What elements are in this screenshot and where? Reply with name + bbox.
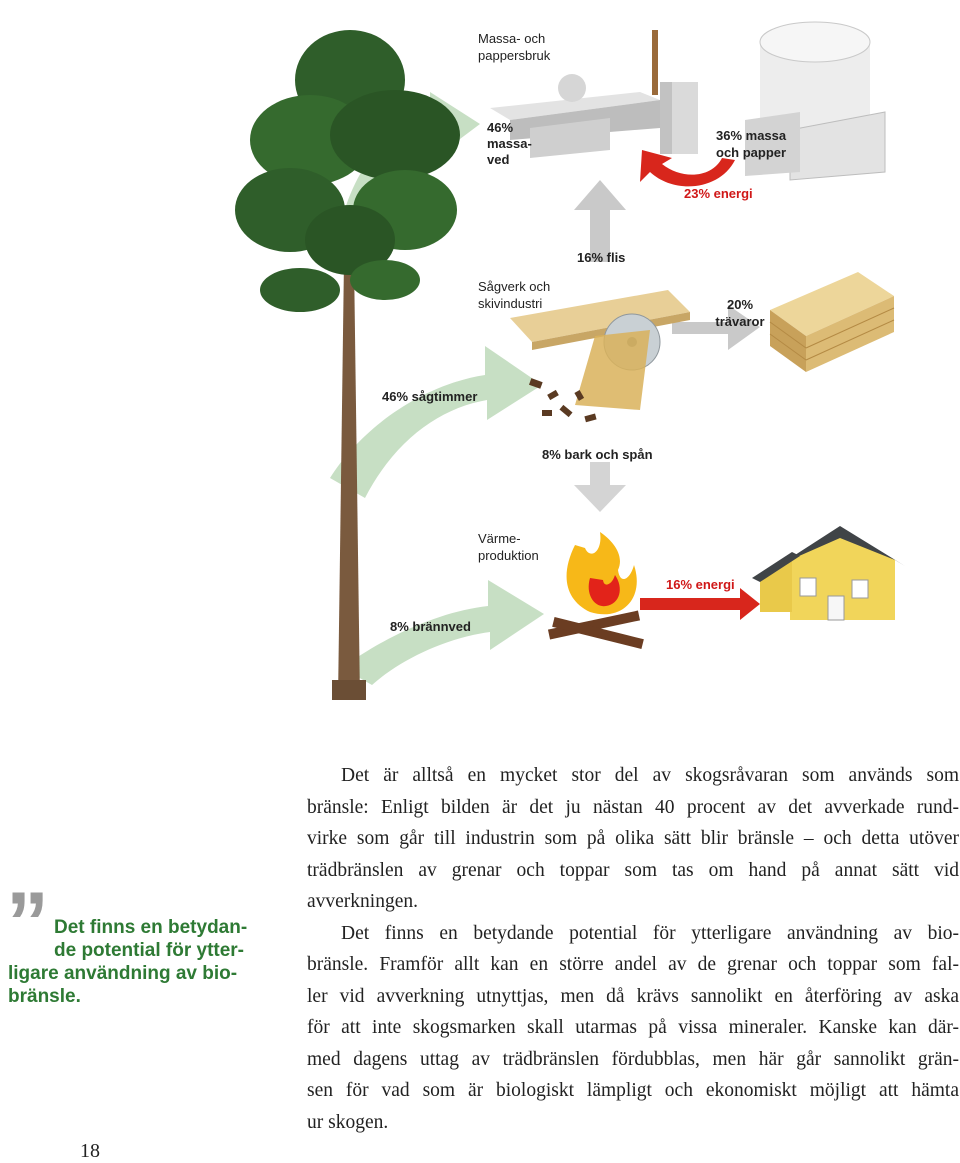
body-line: bränsle: Enligt bilden är det ju nästan 40 procent av det avverkade rund- (307, 796, 959, 818)
pull-quote-line: de potential för ytter- (54, 940, 245, 961)
label-energi-16: 16% energi (666, 577, 735, 592)
label-energi-23: 23% energi (684, 186, 753, 201)
pull-quote-line: Det finns en betydan- (54, 917, 248, 938)
label-varme: Värme- produktion (478, 531, 539, 563)
bark-arrow (574, 462, 626, 512)
label-sagverk: Sågverk och skivindustri (478, 279, 551, 311)
body-line: med dagens uttag av trädbränslen fördubblas, men här går sannolikt grän- (307, 1048, 959, 1070)
body-line: Det finns en betydande potential för ytterligare användning av bio- (341, 922, 959, 944)
logs (548, 611, 644, 649)
label-flis: 16% flis (577, 250, 626, 265)
body-line: bränsle. Framför allt kan en större andel av de grenar och toppar som fal- (307, 954, 959, 975)
body-line: avverkningen. (307, 891, 419, 912)
body-line: för att inte skogsmarken skall utarmas på vissa mineraler. Kanske kan där- (307, 1017, 959, 1038)
label-sagtimmer: 46% sågtimmer (382, 389, 478, 404)
body-line: Det är alltså en mycket stor del av skogsråvaran som används som (341, 765, 959, 786)
label-brannved: 8% brännved (390, 619, 471, 634)
label-massa-pappersbruk: Massa- och pappersbruk (478, 31, 551, 63)
body-line: sen för vad som är biologiskt lämpligt och ekonomiskt möjligt att hämta (307, 1080, 959, 1101)
quote-mark: ” (6, 875, 39, 971)
body-line: ler vid avverkning utnyttjas, men då krävs sannolikt en återföring av aska (307, 985, 959, 1007)
lumber-stack-illustration (770, 272, 894, 372)
label-travaror: 20% trävaror (715, 297, 765, 329)
label-bark: 8% bark och spån (542, 447, 653, 462)
pull-quote (8, 916, 270, 1008)
label-massaved: 46% massa- ved (487, 120, 532, 167)
body-text (307, 760, 959, 1138)
body-line: ur skogen. (307, 1111, 389, 1133)
house-illustration (752, 526, 905, 620)
sagtimmer-arrow (330, 346, 542, 498)
body-line: virke som går till industrin som på olika sätt blir bränsle – och detta utöver (307, 828, 959, 849)
fire-illustration (548, 532, 644, 649)
pull-quote-line: ligare användning av bio- (8, 963, 238, 984)
body-line: trädbränslen av grenar och toppar som tas om hand på annat sätt vid (307, 859, 959, 881)
page-number: 18 (80, 1140, 100, 1162)
pull-quote-line: bränsle. (8, 986, 81, 1007)
pine-tree-illustration (235, 30, 460, 700)
label-massa-papper: 36% massa och papper (716, 128, 787, 160)
